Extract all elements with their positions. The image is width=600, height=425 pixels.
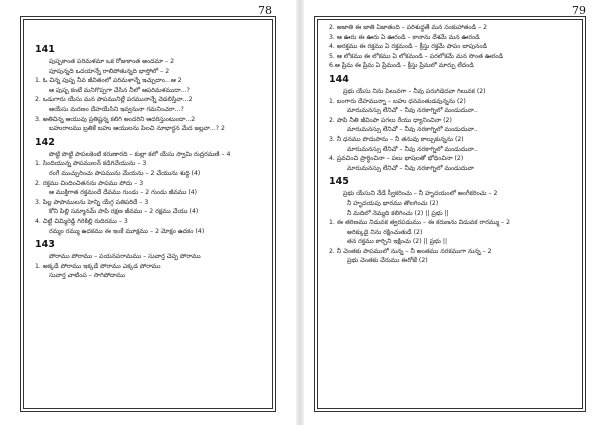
lyric-line: రమ్మం రమ్ము ఉదకము ఈ ఇంకే మూక్షము – 2 మోక్షం ఉదకం (4) [49,227,205,235]
lyric-line: పొట్టి పొట్టి పాపలకెంటి కరుణారది – కుల్లా కలో యేసు స్వామి రుద్రరమణి – 4 [49,150,231,158]
lyric-line: పోరాము పోరాము – పయనపరామము – సువార్త చెప్ప పోరాము [49,253,201,261]
page-content [35,41,267,281]
lyric-line: ఆ ముక్తిగాత రక్తమందే దేవము గుండు – 2 గుండు జీవము (4) [49,189,198,197]
lyric-line: తన రక్తము కార్చిని ఇక్షించు (2) || ప్రభు || [347,238,448,246]
lyric-line: ప్రభు యేసు నిను పిలువగా – నీవు పరుగిడెదవా గిలువక (2) [343,87,486,95]
lyric-line: నీ హృదయపు భారము తొలగించు (2) [347,199,439,207]
lyric-line: కోని పిల్లి సమ్మానమ్ పాపి రక్షణ జీవము – 2 రక్షము చేయు (4) [49,208,199,216]
lyric-line: 2. రక్తము చిందించితనను పాపము పోదు – 3 [35,179,144,187]
lyric-line: 3. నీ ధనము పొదుపాను – నీ తనువు కాల్చుకున్నను (2) [329,135,464,143]
lyric-line: పుష్పకాంత పరిమళమా ఒక రోజుకాంత అందమా – 2 [49,58,175,65]
lyric-line: 3. అతిచిన్న ఆయువు ప్రతిష్టన్న కలిగి అందరిని ఆదరిస్తుంటుందా...2 [35,115,196,123]
song-number-heading: 142 [35,136,55,148]
lyric-line: పూపున్నది ఒదయాన్నే రాలిపోతున్నది భాస్తోలో – 2 [49,67,170,75]
lyric-line: మారుమనస్సు లేనిచో – నీవు నరకాగ్నిలో మండుదువా.. [347,145,478,153]
page-number: 79 [572,4,586,17]
lyric-line: 1. అక్కడే పోరాము ఇక్కడే పోరాము ఎక్కడ పోరాము [35,262,161,270]
lyric-line: 1. ఓ చిన్న పుష్ప నీవ జీవితంలో పరిమళాన్నే ఇచ్చుదాం...ఆ 2 [35,77,182,85]
lyric-line: రంగే ముచ్చురించు పాపమును మేయను – 2 చేయును శుద్ధి (4) [49,169,201,177]
lyric-line: ఆయేసు మరణం దేహయేసిని ఇవ్వనునా గమనించరా...? [49,105,184,113]
lyric-line: 2. ఒడుగారు యేసు మన పాపమునిల్లే పరమునాన్నే వెడలిస్తివా...2 [35,96,193,104]
song-number-heading: 144 [329,73,349,85]
lyric-line: 1. సిందియున్న పాపములన్ కడిగివేయును – 3 [35,160,147,168]
page-border [20,16,276,412]
lyric-line: 3. పిల్ల పాపాములను హెన్ని యేగ్గ పతిపరిదే – 3 [35,198,149,206]
lyric-line: 4. ప్రవచించి ప్రార్ధించినా – పలు భాషలతో భోధించినా (2) [329,155,464,163]
page-content [329,23,577,266]
lyric-line: 2. అజాతి ఈ జాతి ఏజాతంది – పరిశుద్ధతే మన సంకుహాతండి – 2 [329,24,488,31]
left-page [0,0,296,425]
lyric-line: మారుమనస్సు లేనిచో – నీవు నరకాగ్నిలో మండుదువా.. [347,107,478,115]
song-number-heading: 143 [35,239,55,251]
lyric-line: 2. నీ చెంతకు పాపములో నున్న – నీ అంతము నరకముగా నున్న – 2 [329,247,492,255]
lyric-line: ప్రభు చెంతకు చేరుము ఈరోజే (2) [347,257,428,265]
lyric-line: 3. ఆ ఊరు ఈ ఊరు ఏ ఊరండి – కానాను దేశమే మన ఊరండి [329,33,480,41]
book-gutter [296,0,304,425]
lyric-line: 1. ఈ తరిణము నిడువక త్వరపడుము – ఈ కరుణను విడువక రారమ్ము – 2 [329,219,511,227]
lyric-line: 5. ఆ లోకము ఈ లోకము ఏ లోకమండి – పరలోకమే మన సొంత ఊరండి [329,52,504,60]
right-page [304,0,600,425]
lyric-line: నీ మదిలో నెమ్మది కలిగించు (2) || ప్రభు || [347,209,449,217]
lyric-line: 1. బంగారు దేహమున్నా – బహు ధనవంతుడవున్నను (2) [329,97,466,105]
lyric-line: మారుమనస్సు లేనిచో – నీవు నరకాగ్నిలో మండుదువా.. [347,126,478,134]
lyric-line: 4. చిట్టి చిమ్మిరెడ్డి గిరెకిల్లి రుదిరము – 3 [35,217,128,225]
lyric-line: 4. అరక్తము ఈ రక్తము ఏ రక్తమండి – క్రీస్తు రక్తమే పాపం బాపునండి [329,43,488,51]
lyric-line: బహురాలము బ్రతికే బహు ఆయులను పిలచి నూభార్ధన మేద జల్లవా...? 2 [49,125,225,133]
lyric-line: ప్రభు యేసుని నేడే స్వీకరించు – నీ హృదయంలో అంగీకరించు – 2 [343,190,498,198]
page-number: 78 [258,4,272,17]
lyric-line: మారుమనస్సు లేనిచో – నీవు నరకాగ్నిలో మండుదువా [347,164,474,172]
lyric-line: 6.ఆ ప్రేమ ఈ ప్రేమ ఏ ప్రేమండి – క్రీస్తు ప్రేమలో మార్పు లేదండి [329,62,474,70]
lyric-line: సువార్త చాటింప – సాగిపోదాము [49,272,125,280]
song-number-heading: 141 [35,44,55,55]
lyric-line: 2. పాపి నీతి జీవింపా పగలు రేయు ధ్యానించినా (2) [329,116,452,124]
lyric-line: ఆ పుష్ప కంటే మనిగొప్పగా చేసిన నీలో ఆపరిమళముదా...? [49,86,190,94]
page-border [314,16,586,412]
song-number-heading: 145 [329,176,349,188]
lyric-line: అరిక్కుడై నిను రక్షించుతుడే (2) [347,228,423,236]
